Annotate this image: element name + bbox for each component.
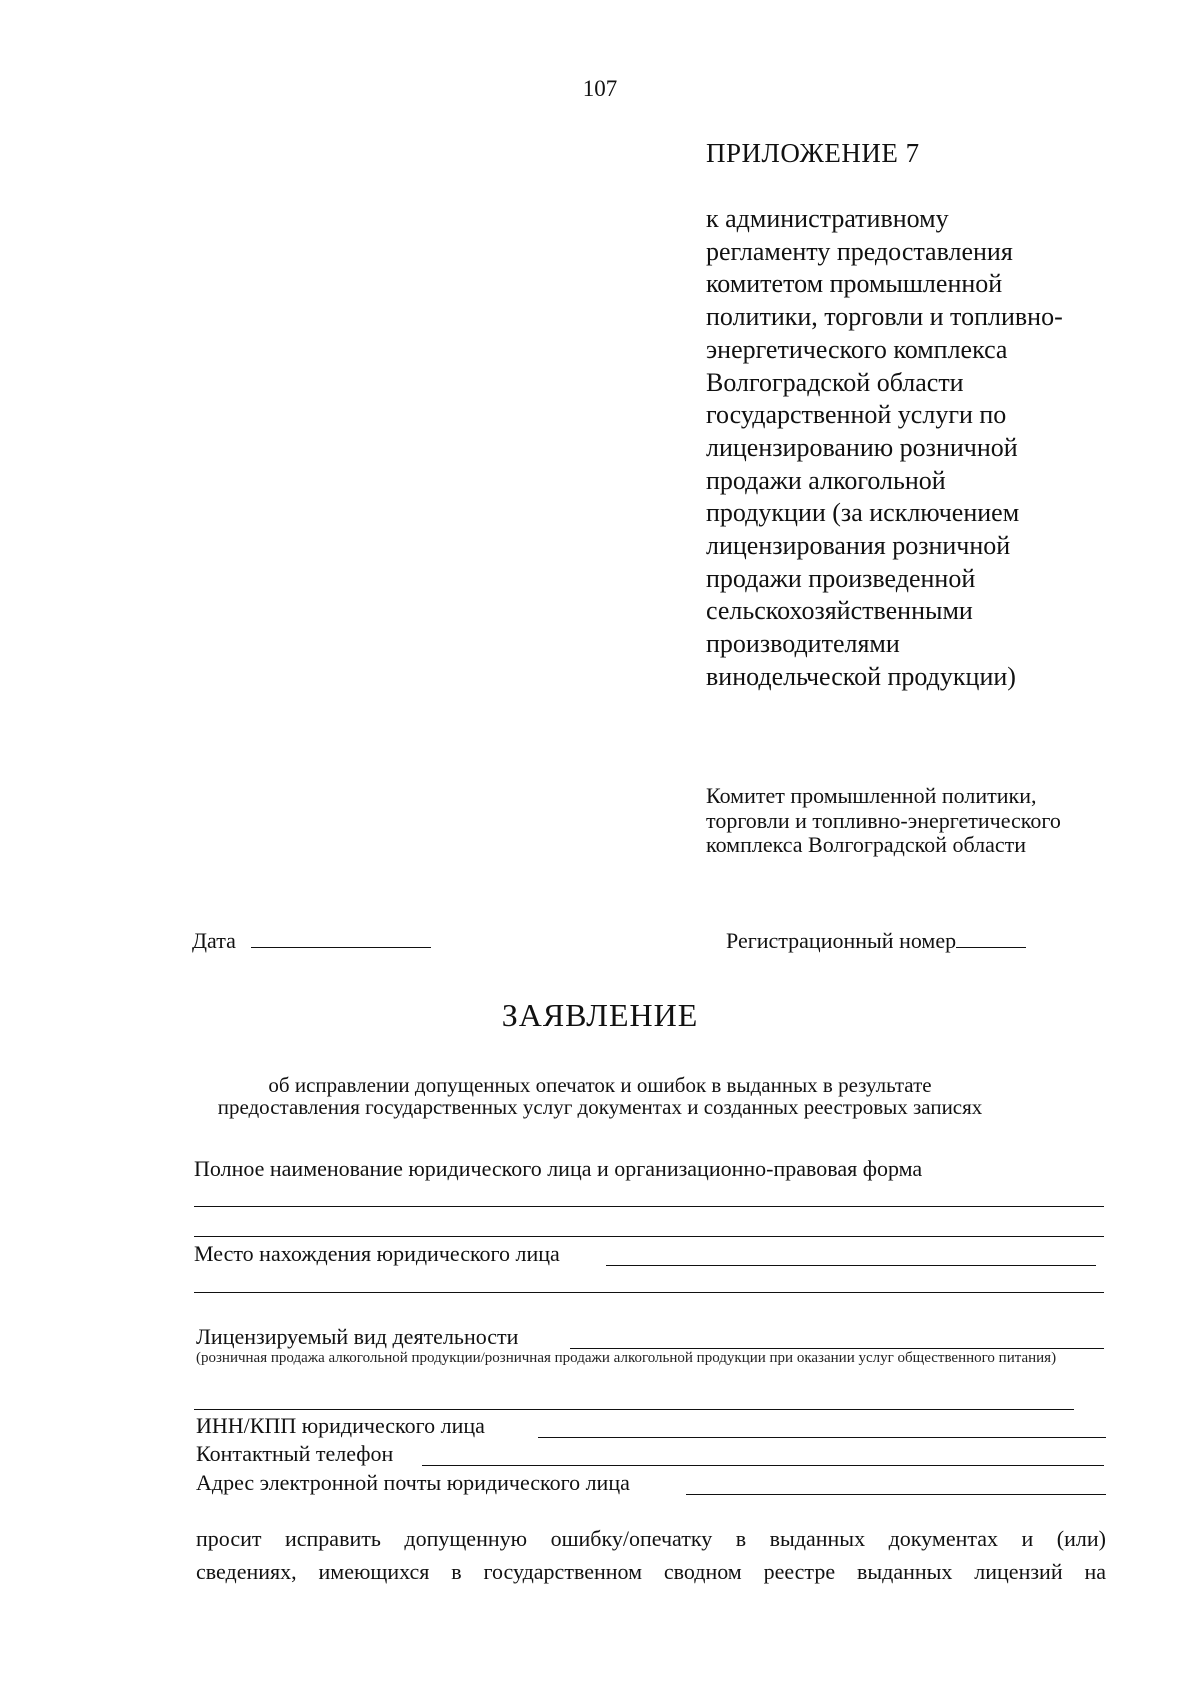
- document-subtitle: [0, 1074, 1200, 1118]
- date-label: Дата: [192, 928, 236, 953]
- request-line: сведениях, имеющихся в государственном сводном реестре выданных лицензий на: [196, 1559, 1106, 1584]
- addressee-block: [706, 784, 1061, 858]
- appendix-line: лицензирования розничной: [706, 531, 1011, 561]
- appendix-line: продукции (за исключением: [706, 498, 1020, 528]
- reg-number-row: [726, 928, 1026, 954]
- location-field-line-2[interactable]: [194, 1292, 1104, 1293]
- date-field[interactable]: [251, 929, 431, 948]
- full-name-field-line-2[interactable]: [194, 1236, 1104, 1237]
- phone-label: Контактный телефон: [196, 1441, 394, 1466]
- request-paragraph: [196, 1522, 1106, 1588]
- addressee-line: комплекса Волгоградской области: [706, 832, 1026, 857]
- phone-field[interactable]: [422, 1465, 1104, 1466]
- appendix-line: государственной услуги по: [706, 400, 1007, 430]
- appendix-line: политики, торговли и топливно-: [706, 302, 1063, 332]
- appendix-line: комитетом промышленной: [706, 269, 1003, 299]
- email-field[interactable]: [686, 1494, 1106, 1495]
- appendix-line: Волгоградской области: [706, 367, 964, 397]
- appendix-line: винодельческой продукции): [706, 661, 1016, 691]
- request-line: просит исправить допущенную ошибку/опечатку в выданных документах и (или): [196, 1526, 1106, 1551]
- activity-extra-line[interactable]: [194, 1409, 1074, 1410]
- appendix-line: продажи произведенной: [706, 563, 976, 593]
- inn-kpp-label: ИНН/КПП юридического лица: [196, 1413, 485, 1438]
- reg-number-label: Регистрационный номер: [726, 928, 957, 953]
- document-title: ЗАЯВЛЕНИЕ: [501, 997, 699, 1033]
- subtitle-line: об исправлении допущенных опечаток и ошибок в выданных в результате: [268, 1073, 932, 1097]
- appendix-line: продажи алкогольной: [706, 465, 946, 495]
- subtitle-line: предоставления государственных услуг документах и созданных реестровых записях: [217, 1095, 983, 1119]
- date-row: [192, 928, 431, 954]
- full-name-field-line-1[interactable]: [194, 1206, 1104, 1207]
- location-label: Место нахождения юридического лица: [194, 1241, 560, 1266]
- appendix-line: сельскохозяйственными: [706, 596, 973, 626]
- addressee-line: Комитет промышленной политики,: [706, 783, 1037, 808]
- inn-kpp-field[interactable]: [538, 1437, 1106, 1438]
- appendix-line: регламенту предоставления: [706, 236, 1013, 266]
- activity-label: Лицензируемый вид деятельности: [196, 1324, 519, 1349]
- full-name-label: Полное наименование юридического лица и организационно-правовая форма: [194, 1156, 923, 1181]
- activity-hint: (розничная продажа алкогольной продукции/розничная продажи алкогольной продукции при оказании услуг общественного питания): [196, 1350, 1057, 1366]
- appendix-title: ПРИЛОЖЕНИЕ 7: [706, 138, 920, 168]
- location-field-line-1[interactable]: [606, 1265, 1096, 1266]
- appendix-line: лицензированию розничной: [706, 432, 1018, 462]
- reg-number-field[interactable]: [956, 929, 1026, 948]
- appendix-line: производителями: [706, 629, 900, 659]
- addressee-line: торговли и топливно-энергетического: [706, 807, 1061, 833]
- appendix-line: к административному: [706, 204, 949, 233]
- page-number: 107: [582, 76, 618, 101]
- appendix-description: [706, 203, 1063, 694]
- email-label: Адрес электронной почты юридического лица: [196, 1470, 630, 1495]
- appendix-line: энергетического комплекса: [706, 334, 1008, 364]
